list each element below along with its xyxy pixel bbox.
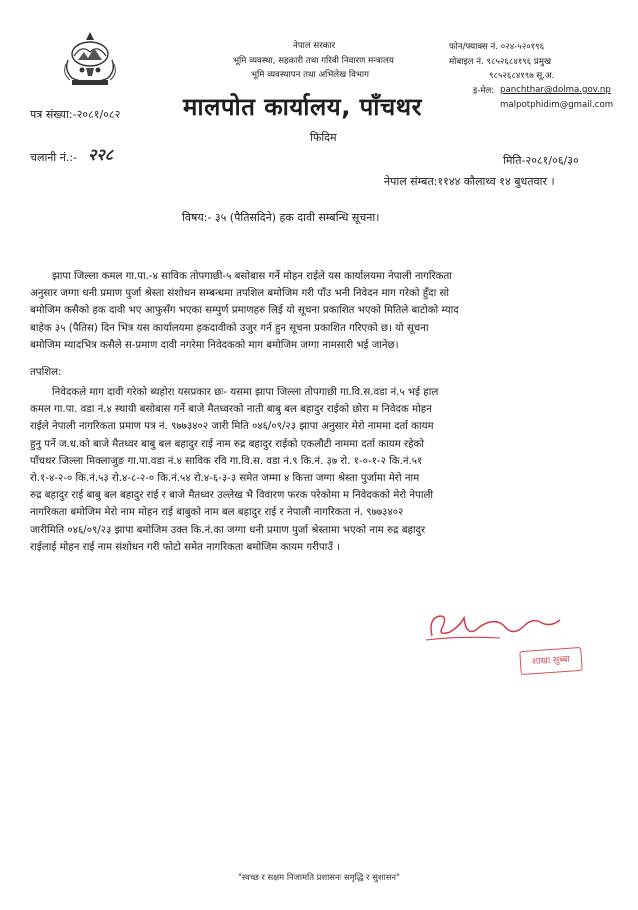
- office-name: मालपोत कार्यालय, पाँचथर: [183, 93, 422, 121]
- notice-paragraph: [30, 268, 616, 354]
- paragraph-line: राईले नेपाली नागरिकता प्रमाण पत्र नं. ९७७३४०२ जारी मिति ०४६/०९/२३ झापा अनुसार मेरो नाममा दर्ता कायम: [30, 421, 434, 433]
- phone-fax: फोन/फ्याक्स नं. ०२४-५२०१९६: [449, 42, 545, 52]
- paragraph-line: रो.१-४-२-० कि.नं.५३ रो.४-८-२-० कि.नं.५४ रो.४-६-३-३ समेत जम्मा ४ कित्ता जग्गा श्रेस्ता पुर्जामा मेरो नाम: [30, 473, 420, 485]
- paragraph-line: बमोजिम कसैको हक दावी भए आफुसँग भएका सम्पुर्ण प्रमाणहरु लिई यो सूचना प्रकाशित भएको मितिले बाटोको म्याद: [30, 305, 459, 317]
- department-name: भूमि व्यवस्थापन तथा अभिलेख विभाग: [251, 70, 369, 80]
- chalani-number: २२८: [88, 145, 113, 164]
- paragraph-line: नागरिकता बमोजिम मेरो नाम मोहन राई बाबुको नाम बल बहादुर राई र नेपाली नागरिकता नं. ९७७३४०२: [30, 507, 404, 519]
- paragraph-line: अनुसार जग्गा धनी प्रमाण पुर्जा श्रेस्ता संशोधन सम्बन्धमा तपशिल बमोजिम गरी पाँउ भनी निवेदन माग गरेको हुँदा सो: [30, 288, 449, 300]
- paragraph-line: जारीमिति ०४६/०९/२३ झापा बमोजिम उक्त कि.नं.का जग्गा धनी प्रमाण पुर्जा श्रेस्तामा भएको नाम रुद्र बहादुर: [30, 524, 426, 536]
- paragraph-line: कमल गा.पा. वडा नं.४ स्थायी बसोबास गर्ने बाजे मैतध्वरको नाती बाबु बल बहादुर राईको छोरा म निवेदक मोहन: [30, 404, 432, 416]
- tapashil-label: तपशिल:: [30, 367, 62, 378]
- paragraph-line: बमोजिम म्यादभित्र कसैले स-प्रमाण दावी नगरेमा निवेदकको माग बमोजिम जग्गा नामसारी भई जानेछ।: [30, 339, 399, 351]
- office-location: फिदिम: [310, 131, 337, 144]
- mobile-chief: मोबाइल नं. ९८५२६८४१९६ प्रमुख: [449, 57, 551, 67]
- chalani-label: चलानी नं.:-: [30, 151, 78, 164]
- email-primary[interactable]: panchthar@dolma.gov.np: [500, 85, 611, 95]
- government-name: नेपाल सरकार: [293, 41, 336, 51]
- paragraph-line: राईलाई मोहन राई नाम संशोधन गरी फोटो समेत नागरिकता बमोजिम कायम गरीपाउँ ।: [30, 541, 340, 553]
- subject-line: विषय:- ३५ (पैतिसदिने) हक दावी सम्बन्धि सूचना।: [182, 211, 380, 224]
- paragraph-line: झापा जिल्ला कमल गा.पा.-४ साविक तोपगाछी-५ बसोबास गर्ने मोहन राईले यस कार्यालयमा नेपाली नागरिकता: [52, 271, 452, 282]
- email-label: इ-मेल:: [473, 86, 495, 96]
- details-paragraph: [30, 384, 616, 556]
- official-stamp: शाखा सुब्बा: [519, 647, 583, 675]
- signature-handwriting-icon: [420, 606, 570, 646]
- paragraph-line: रुद्र बहादुर राई बाबु बल बहादुर राई र बाजे मैतध्वर उल्लेख भै विवारण फरक परेकोमा म निवेदकको मेरो नेपाली: [30, 490, 433, 502]
- nepal-sambat-date: नेपाल संम्बत:११४४ कौलाथ्व १४ बुधतवार ।: [384, 175, 555, 188]
- paragraph-line: बाहेक ३५ (पैतिस) दिन भित्र यस कार्यालयमा हकदावीको उजुर गर्न हुन सूचना प्रकाशित गरिएको छ। यो सूचना: [30, 322, 429, 334]
- patra-sankhya: पत्र संख्या:-२०८१/०८२: [30, 108, 121, 121]
- ministry-name: भूमि व्यवस्था, सहकारी तथा गरिबी निवारण मन्त्रालय: [233, 56, 394, 66]
- mobile-officer: ९८५२६८४१९७ सू.अ.: [489, 71, 555, 81]
- email-secondary[interactable]: malpotphidim@gmail.com: [500, 100, 614, 110]
- paragraph-line: निवेदकले माग दावी गरेको ब्यहोरा यसप्रकार छः- यसमा झापा जिल्ला तोपगाछी गा.वि.स.वडा नं.५ भई हाल: [52, 387, 439, 398]
- letter-date: मिति-२०८१/०६/३०: [503, 154, 579, 167]
- paragraph-line: हुनु पर्ने ज.ध.को बाजे मैतध्वर बाबु बल बहादुर राई नाम रुद्र बहादुर राईको एकलौटी नाममा दर्ता कायम रहेको: [30, 438, 424, 450]
- footer-motto: "स्वच्छ र सक्षम निजामति प्रशासनः समृद्धि र सुशासन": [238, 872, 400, 882]
- paragraph-line: पाँचथर जिल्ला मिक्लाजुङ गा.पा.वडा नं.४ साविक रवि गा.वि.स. वडा नं.९ कि.नं. ३७ रो. १-०-१-२ कि.नं.५१: [30, 455, 423, 467]
- nepal-emblem-icon: [58, 30, 122, 88]
